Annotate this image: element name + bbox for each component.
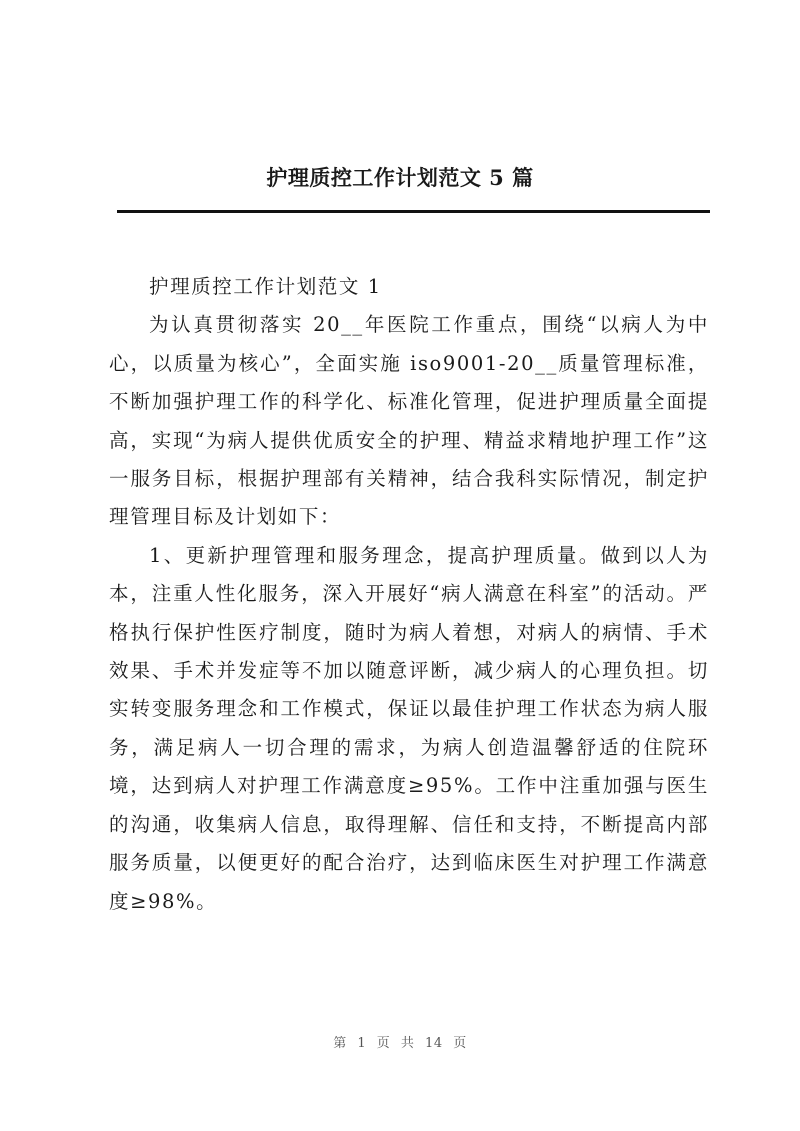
document-body <box>109 268 709 921</box>
paragraph-intro: 为认真贯彻落实 20__年医院工作重点，围绕“以病人为中心，以质量为核心”，全面实施 iso9001-20__质量管理标准，不断加强护理工作的科学化、标准化管理，促进护理质量全面提高，实现“为病人提供优质安全的护理、精益求精地护理工作”这一服务目标，根据护理部有关精神，结合我科实际情况，制定护理管理目标及计划如下： <box>109 313 709 529</box>
document-title: 护理质控工作计划范文 5 篇 <box>266 165 534 190</box>
title-underline <box>117 210 710 213</box>
section-heading: 护理质控工作计划范文 1 <box>149 275 382 298</box>
page-number-footer: 第 1 页 共 14 页 <box>333 1036 467 1051</box>
paragraph-item-1: 1、更新护理管理和服务理念，提高护理质量。做到以人为本，注重人性化服务，深入开展好“病人满意在科室”的活动。严格执行保护性医疗制度，随时为病人着想，对病人的病情、手术效果、手术并发症等不加以随意评断，减少病人的心理负担。切实转变服务理念和工作模式，保证以最佳护理工作状态为病人服务，满足病人一切合理的需求，为病人创造温馨舒适的住院环境，达到病人对护理工作满意度≥95%。工作中注重加强与医生的沟通，收集病人信息，取得理解、信任和支持，不断提高内部服务质量，以便更好的配合治疗，达到临床医生对护理工作满意度≥98%。 <box>109 543 709 913</box>
